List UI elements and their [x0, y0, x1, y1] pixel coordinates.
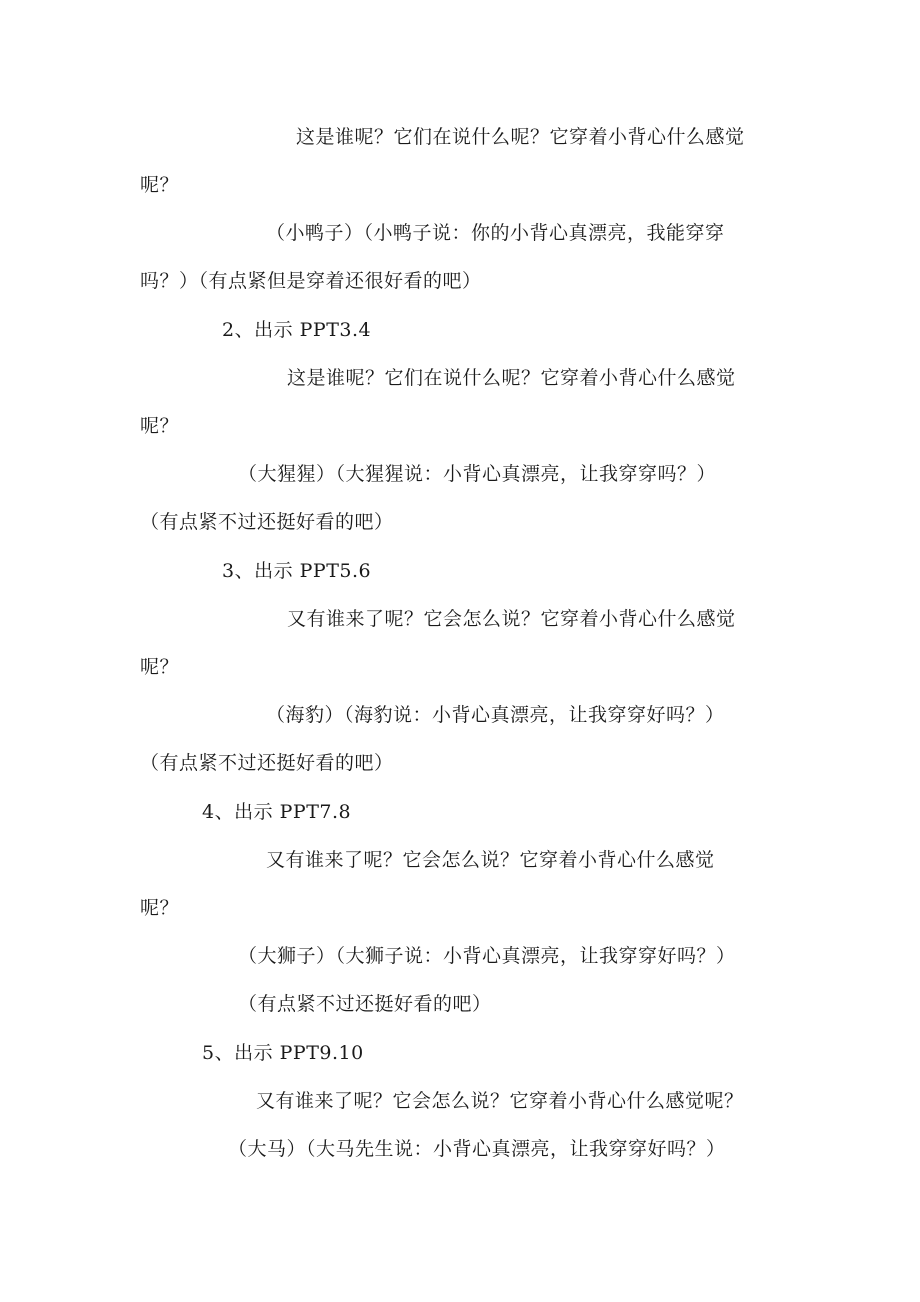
- question-line-1: 这是谁呢？它们在说什么呢？它穿着小背心什么感觉: [296, 126, 745, 148]
- answer-line-horse: （大马）（大马先生说：小背心真漂亮，让我穿穿好吗？）: [228, 1138, 726, 1160]
- step-heading-2: 2、出示 PPT3.4: [222, 319, 372, 341]
- answer-line-lion-cont: （有点紧不过还挺好看的吧）: [238, 993, 492, 1015]
- step-heading-5: 5、出示 PPT9.10: [202, 1042, 364, 1064]
- question-line-4-cont: 呢？: [140, 897, 180, 919]
- question-line-4: 又有谁来了呢？它会怎么说？它穿着小背心什么感觉: [266, 849, 715, 871]
- answer-line-seal: （海豹）（海豹说：小背心真漂亮，让我穿穿好吗？）: [266, 704, 725, 726]
- question-line-3-cont: 呢？: [140, 656, 180, 678]
- answer-line-seal-cont: （有点紧不过还挺好看的吧）: [140, 752, 394, 774]
- question-line-2-cont: 呢？: [140, 415, 180, 437]
- answer-line-duck: （小鸭子）（小鸭子说：你的小背心真漂亮，我能穿穿: [266, 222, 725, 244]
- step-heading-3: 3、出示 PPT5.6: [222, 560, 372, 582]
- answer-line-gorilla-cont: （有点紧不过还挺好看的吧）: [140, 511, 394, 533]
- question-line-3: 又有谁来了呢？它会怎么说？它穿着小背心什么感觉: [287, 608, 736, 630]
- answer-line-duck-cont: 吗？）（有点紧但是穿着还很好看的吧）: [140, 270, 482, 292]
- question-line-5: 又有谁来了呢？它会怎么说？它穿着小背心什么感觉呢？: [256, 1090, 744, 1112]
- answer-line-lion: （大狮子）（大狮子说：小背心真漂亮，让我穿穿好吗？）: [238, 945, 736, 967]
- answer-line-gorilla: （大猩猩）（大猩猩说：小背心真漂亮，让我穿穿吗？）: [238, 463, 717, 485]
- step-heading-4: 4、出示 PPT7.8: [202, 801, 352, 823]
- question-line-1-cont: 呢？: [140, 174, 180, 196]
- question-line-2: 这是谁呢？它们在说什么呢？它穿着小背心什么感觉: [287, 367, 736, 389]
